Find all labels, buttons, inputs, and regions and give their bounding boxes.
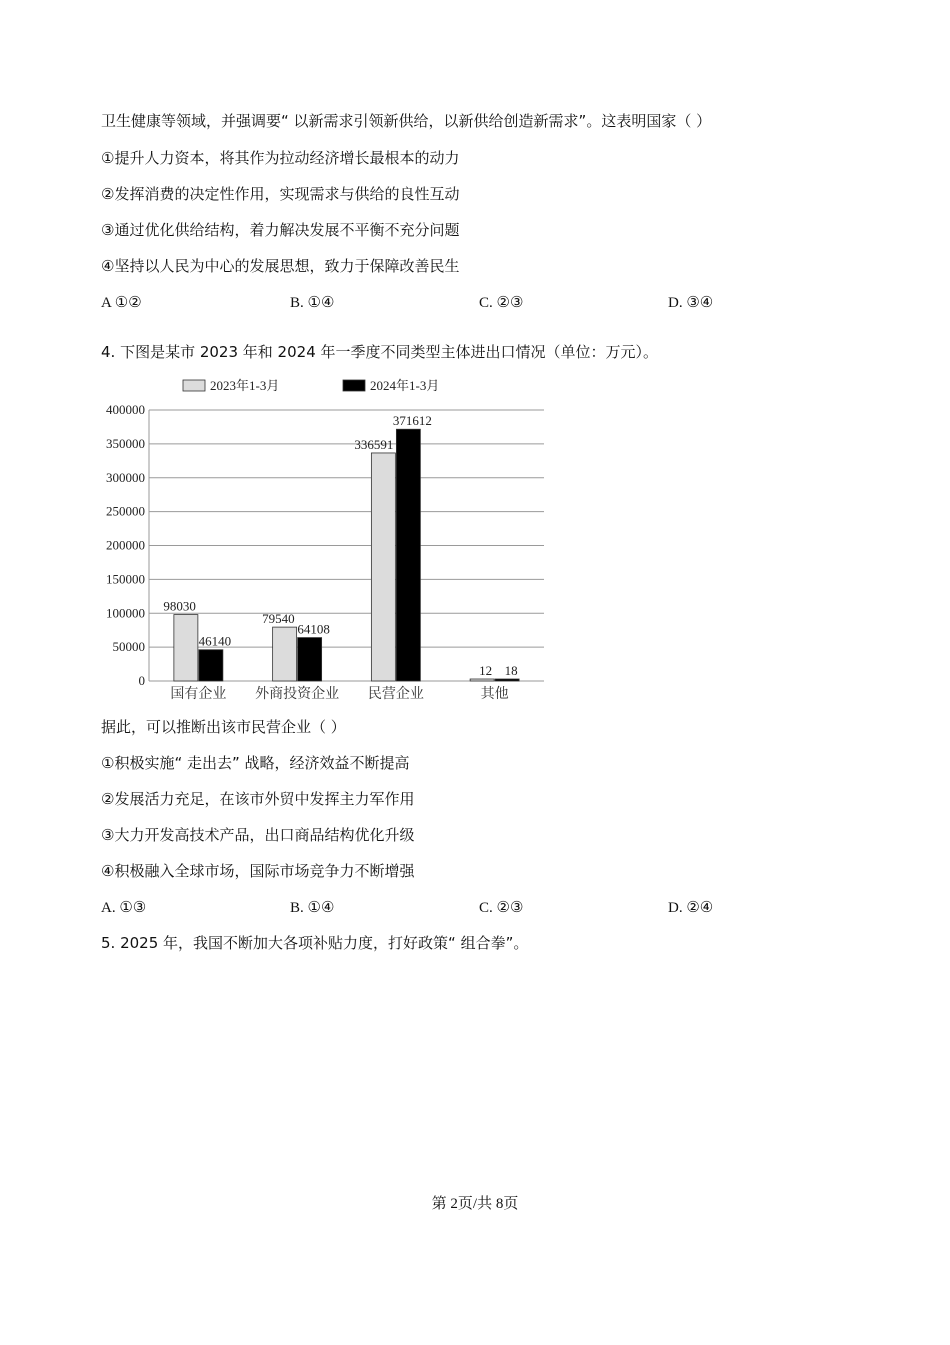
q3-item-3: ③通过优化供给结构，着力解决发展不平衡不充分问题 bbox=[101, 221, 460, 239]
y-tick-label: 300000 bbox=[106, 469, 145, 485]
q3-item-2: ②发挥消费的决定性作用，实现需求与供给的良性互动 bbox=[101, 185, 460, 203]
chart-legend bbox=[183, 378, 439, 393]
y-tick-label: 400000 bbox=[106, 402, 145, 417]
data-label: 98030 bbox=[163, 598, 196, 614]
q4-stem: 4. 下图是某市 2023 年和 2024 年一季度不同类型主体进出口情况（单位：万元）。 bbox=[101, 343, 659, 361]
q4-item-4: ④积极融入全球市场，国际市场竞争力不断增强 bbox=[101, 862, 415, 880]
q3-option-b: B. ①④ bbox=[290, 295, 335, 311]
data-label: 46140 bbox=[198, 633, 232, 649]
y-tick-label: 150000 bbox=[106, 571, 145, 587]
y-tick-label: 350000 bbox=[106, 435, 145, 451]
bar-2023 bbox=[470, 679, 494, 681]
category-label: 其他 bbox=[480, 687, 509, 702]
q4-option-d: D. ②④ bbox=[668, 900, 714, 916]
y-tick-label: 0 bbox=[138, 673, 145, 688]
y-tick-label: 250000 bbox=[106, 503, 145, 519]
bar-2023 bbox=[174, 615, 198, 681]
y-tick-label: 200000 bbox=[106, 537, 145, 553]
category-label: 民营企业 bbox=[367, 687, 424, 702]
page-number: 第 2页/共 8页 bbox=[431, 1196, 519, 1212]
q3-item-4: ④坚持以人民为中心的发展思想，致力于保障改善民生 bbox=[101, 257, 460, 275]
bar-2024 bbox=[396, 429, 420, 681]
bar-2023 bbox=[273, 627, 297, 681]
legend-swatch bbox=[183, 380, 205, 391]
category-label: 外商投资企业 bbox=[255, 687, 340, 702]
data-label: 336591 bbox=[354, 436, 394, 452]
bar-chart bbox=[95, 372, 555, 708]
q3-option-d: D. ③④ bbox=[668, 295, 714, 311]
bar-2024 bbox=[495, 679, 519, 681]
category-label: 国有企业 bbox=[170, 687, 227, 702]
q3-option-a: A ①② bbox=[101, 295, 142, 311]
q4-option-b: B. ①④ bbox=[290, 900, 335, 916]
data-label: 371612 bbox=[392, 413, 432, 429]
q5-stem: 5. 2025 年，我国不断加大各项补贴力度，打好政策“ 组合拳”。 bbox=[101, 934, 529, 952]
q3-item-1: ①提升人力资本，将其作为拉动经济增长最根本的动力 bbox=[101, 149, 460, 167]
q4-item-3: ③大力开发高技术产品，出口商品结构优化升级 bbox=[101, 826, 415, 844]
q4-option-c: C. ②③ bbox=[479, 900, 524, 916]
q4-option-a: A. ①③ bbox=[101, 900, 147, 916]
data-label: 12 bbox=[479, 663, 493, 678]
q4-item-1: ①积极实施“ 走出去” 战略，经济效益不断提高 bbox=[101, 754, 410, 772]
q3-option-c: C. ②③ bbox=[479, 295, 524, 311]
legend-label: 2024年1-3月 bbox=[370, 378, 440, 393]
legend-label: 2023年1-3月 bbox=[210, 378, 280, 393]
legend-swatch bbox=[343, 380, 365, 391]
data-label: 64108 bbox=[297, 621, 330, 637]
bar-2024 bbox=[298, 638, 322, 681]
chart-y-ticks bbox=[106, 402, 145, 688]
y-tick-label: 100000 bbox=[106, 605, 145, 621]
data-label: 18 bbox=[504, 663, 518, 678]
q3-stem: 卫生健康等领域，并强调要“ 以新需求引领新供给，以新供给创造新需求”。这表明国家（ ） bbox=[101, 112, 712, 130]
q4-item-2: ②发展活力充足，在该市外贸中发挥主力军作用 bbox=[101, 790, 415, 808]
bar-2023 bbox=[371, 453, 395, 681]
q4-after-chart: 据此，可以推断出该市民营企业（ ） bbox=[101, 718, 346, 736]
y-tick-label: 50000 bbox=[112, 639, 145, 655]
bar-2024 bbox=[199, 650, 223, 681]
chart-categories bbox=[170, 685, 508, 702]
data-label: 79540 bbox=[262, 611, 295, 627]
